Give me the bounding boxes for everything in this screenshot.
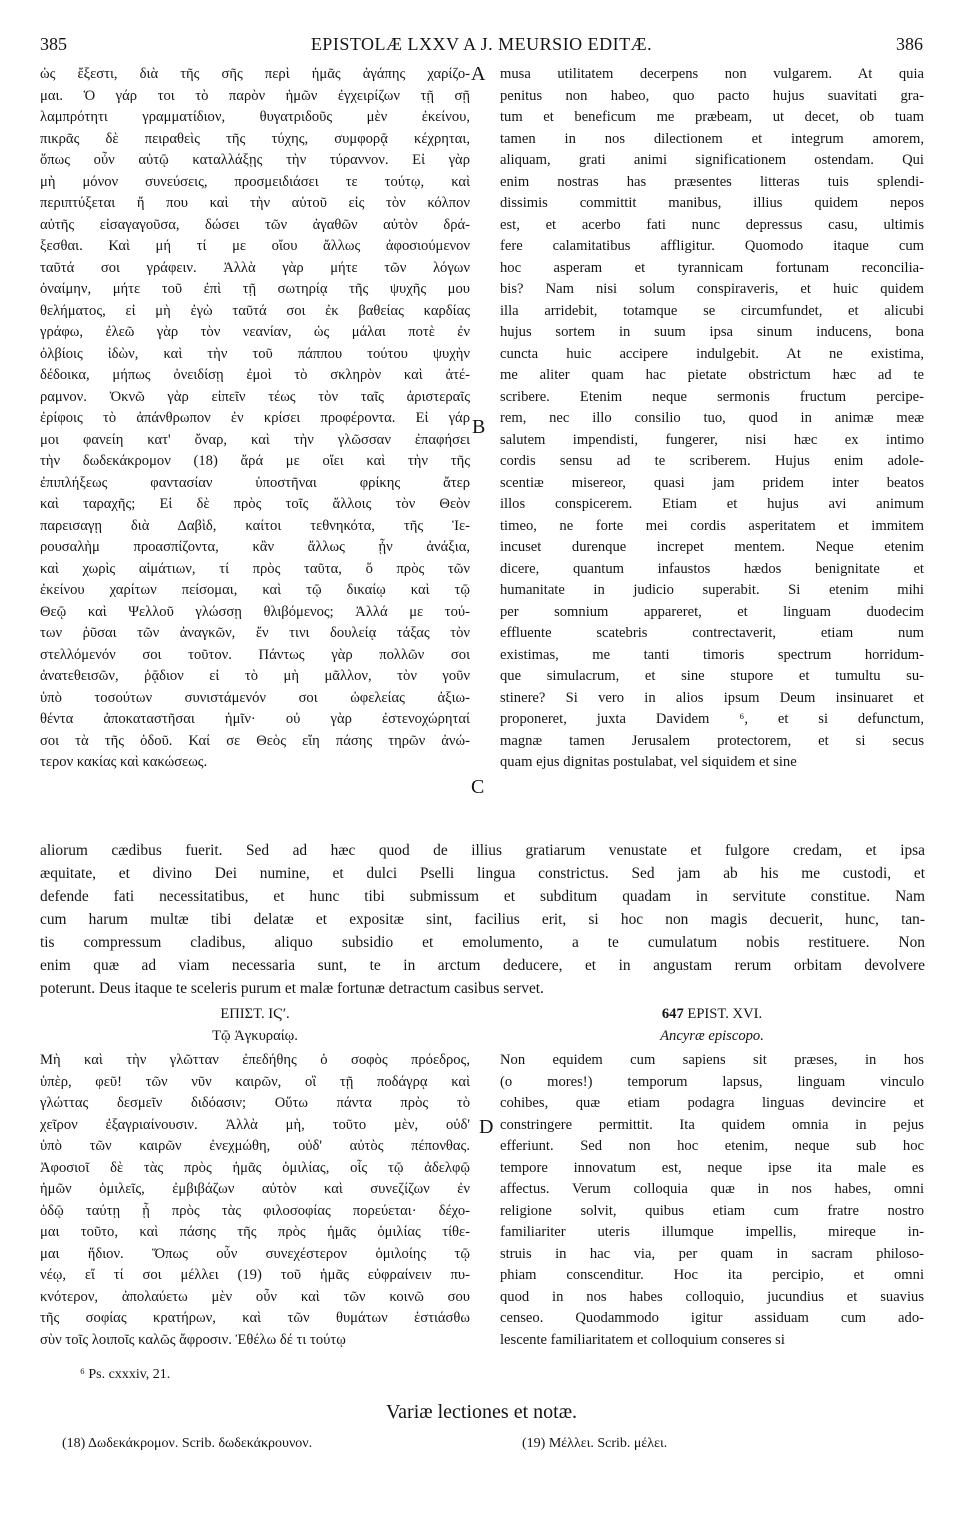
column-marker-b: B [472, 416, 486, 438]
latin-text-line: incuset durenque increpet mentem. Neque etenim [500, 539, 924, 555]
latin-text-line: lescente familiaritatem et colloquium conseres si [500, 1331, 785, 1348]
latin-text-line: quod in nos habes colloquio, jucundius et suavius [500, 1288, 924, 1305]
latin-text-line: timeo, ne forte mei cordis asperitatem et immitem [500, 517, 924, 534]
greek-text-line: μοι φανείη κατ' ὄναρ, καὶ τὴν γλῶσσαν ἐπαφήσει [40, 431, 470, 448]
greek-text-line: πικρᾶς δὲ πειραθεὶς τῆς τύχης, συμφορᾷ κέχρηται, [40, 130, 470, 147]
greek-text-line: καὶ ταραχῆς; Εἰ δὲ πρὸς τοῖς ἄλλοις τὸν Θεὸν [40, 496, 470, 512]
latin-text-line: hujus sortem in suum ipsa sinum inducens, bona [500, 324, 924, 340]
latin-text-line: me aliter quam hac pietate obstrictum hæc ad te [500, 367, 924, 383]
latin-text-line: defende fati necessitatibus, et hunc tibi submissum et subditum quadam in servitute constitue. Nam [40, 888, 925, 905]
greek-column-top [40, 64, 470, 774]
greek-text-line: νέῳ, εἴ τί σοι μέλλει (19) τοῦ ἡμᾶς εὐφραίνειν πυ- [40, 1267, 470, 1283]
latin-text-line: magnæ tamen Jerusalem protectorem, et si secus [500, 732, 924, 749]
column-marker-a: A [471, 63, 486, 85]
latin-text-line: proponeret, juxta Davidem ⁶, et si defunctum, [500, 711, 924, 727]
greek-text-line: λαμπρότητι γραμματίδιον, θυγατριδοῦς μὲν ἐκείνου, [40, 109, 470, 125]
variant-note-18: (18) Δωδεκάκρομον. Scrib. δωδεκάκρουνον. [62, 1436, 313, 1451]
latin-text-line: scribere. Etenim neque sermonis fructum percipe- [500, 388, 924, 405]
greek-text-line: κνότερον, ἀπολαύετω μὲν οὖν καὶ τῶν κοινῶ σου [40, 1288, 470, 1305]
greek-text-line: ταῦτά σοι γράφειν. Ἀλλὰ γὰρ μήτε τῶν λόγων [40, 259, 470, 276]
latin-text-line: humanitate in judicio superabit. Si etenim mihi [500, 582, 924, 598]
latin-text-line: quam ejus dignitas postulabat, vel siquidem et sine [500, 754, 797, 770]
greek-text-line: ξεσθαι. Καὶ μή τί με οἴου ἄλλως ἀφοσιούμενον [40, 238, 470, 254]
latin-text-line: scentiæ misereor, quasi jam pridem inter beatos [500, 474, 924, 491]
latin-text-line: stinere? Si vero in alios ipsum Deum insinuaret et [500, 689, 924, 706]
greek-text-line: ὁδῷ ταύτῃ ᾗ πρὸς τὰς φιλοσοφίας πορεύεται· δέχο- [40, 1202, 470, 1219]
greek-text-line: σοι τὰ τῆς ὁδοῦ. Καί σε Θεὸς εἴη πάσης τηρῶν ἀνώ- [40, 732, 470, 749]
full-width-paragraph [40, 839, 925, 1000]
greek-text-line: γλώττας δεσμεῖν διδόασιν; Οὕτω πάντα πρὸς τὸ [40, 1095, 470, 1111]
greek-text-line: παρεισαγῃ διὰ Δαβὶδ, καίτοι τεθνηκότα, τῆς Ἱε- [40, 517, 470, 534]
latin-column-top [500, 64, 924, 774]
greek-text-line: ραμνον. Ὀκνῶ γὰρ εἰπεῖν τέως τὸν ταῖς ἀριστεραῖς [40, 388, 470, 405]
greek-text-line: ἀνατεθεισῶν, ῥᾷδιον εἰ τὸ μὴ μᾶλλον, τὸν γοῦν [40, 668, 470, 684]
latin-text-line: tis compressum cladibus, aliquo subsidio et emolumento, a te cumulatum nobis restituere. Non [40, 934, 925, 951]
running-title: EPISTOLÆ LXXV A J. MEURSIO EDITÆ. [310, 34, 653, 54]
latin-epistle-heading-block [500, 1004, 924, 1047]
greek-text-line: ρουσαλὴμ προασπίζοντα, κἂν ἄλλως ᾖν ἀνάξια, [40, 539, 470, 555]
latin-text-line: cuncta huic accipere indulgebit. At ne existima, [500, 345, 924, 362]
latin-text-line: aliquam, grati animi significationem ostendam. Qui [500, 152, 924, 168]
page-number-right: 386 [896, 34, 923, 54]
latin-text-line: Non equidem cum sapiens sit præses, in hos [500, 1052, 924, 1068]
greek-text-line: ὀλβίοις ἰδὼν, καὶ τὴν τοῦ πάππου τούτου ψυχὴν [40, 345, 470, 362]
latin-text-line: enim quæ ad viam necessaria sunt, te in arctum deducere, et in angustam rerum orbitam devolvere [40, 957, 925, 974]
page-header [40, 34, 923, 58]
greek-text-line: μαι. Ὁ γάρ τοι τὸ παρὸν ἡμῶν ἐγχειρίζων τῇ σῇ [40, 87, 470, 104]
latin-text-line: bis? Nam nisi solum conspiraveris, et huic quidem [500, 281, 924, 297]
latin-text-line: poterunt. Deus itaque te sceleris purum et malæ fortunæ detractum casibus servet. [40, 980, 544, 997]
greek-text-line: μαι τοῦτο, καὶ πάσης τῆς πρὸς ἡμᾶς ὁμιλίας τίθε- [40, 1224, 470, 1240]
variae-lectiones-heading: Variæ lectiones et notæ. [385, 1401, 578, 1423]
greek-text-line: ὡς ἔξεστι, διὰ τῆς σῆς περὶ ἡμᾶς ἀγάπης χαρίζο- [40, 66, 470, 82]
latin-epistle-heading [500, 1004, 924, 1026]
greek-text-line: καὶ χωρὶς αἱμάτιων, τί πρὸς ταῦτα, ὅ πρὸς τῶν [40, 560, 470, 577]
greek-text-line: ἐκείνου χαρίτων πείσομαι, καὶ τῷ δικαίῳ καὶ τῷ [40, 582, 470, 598]
page-number-left: 385 [40, 34, 67, 54]
greek-text-line: Ἀφοσιοῖ δὲ τὰς πρὸς ἡμᾶς ὁμιλίας, οἷς τῷ ἀδελφῷ [40, 1159, 470, 1176]
column-marker-d: D [479, 1116, 494, 1138]
greek-epistle-body [40, 1050, 470, 1351]
column-marker-c: C [471, 776, 485, 798]
greek-text-line: θελήματος, εἰ μὴ ἐγὼ ταῦτά σοι ἐκ βαθείας καρδίας [40, 302, 470, 319]
latin-text-line: tamen in nos dilectionem et integrum amorem, [500, 130, 924, 147]
variant-note-19: (19) Μέλλει. Scrib. μέλει. [522, 1436, 668, 1451]
greek-epistle-heading-block [40, 1004, 470, 1047]
latin-text-line: est, et acerbo fati nunc depressus casu, ultimis [500, 216, 924, 233]
latin-epistle-body [500, 1050, 924, 1351]
greek-text-line: ὑπὲρ, φεῦ! τῶν νῦν καιρῶν, οἳ τῇ ποδάγρᾳ καὶ [40, 1073, 470, 1090]
latin-epistle-heading-text: EPIST. XVI. [687, 1006, 763, 1022]
latin-text-line: censeo. Quodammodo igitur assiduam cum ado- [500, 1310, 924, 1326]
latin-text-line: dissimis committit manibus, illius quidem nepos [500, 195, 924, 211]
latin-text-line: tempore innovatum est, neque ipse ita male es [500, 1159, 924, 1176]
latin-text-line: affectus. Verum colloquia quæ in nos habes, omni [500, 1181, 924, 1197]
latin-text-line: dicere, quantum infaustos hædos benignitate et [500, 560, 924, 577]
greek-text-line: στελλόμενόν σοι τοῦτον. Πάντως γὰρ πολλῶν σοι [40, 646, 470, 663]
latin-text-line: struis in hac via, per quam in sacram philoso- [500, 1245, 924, 1262]
greek-text-line: ἐπιπλήξεως φαντασίαν ὑποστῆναι φρίκης ἄτερ [40, 474, 470, 491]
greek-text-line: ὑπὸ τοσούτων συνιστάμενόν σοι ὠφελείας ἀξιω- [40, 689, 470, 706]
latin-text-line: salutem impendisti, fungerer, nisi hæc ex intimo [500, 431, 924, 448]
greek-text-line: Μὴ καὶ τὴν γλῶτταν ἐπεδήθης ὁ σοφὸς πρόεδρος, [40, 1052, 470, 1068]
greek-text-line: ἐρίφοις τὸ ἀπάνθρωπον ἐν κρίσει προφέροντα. Εἰ γάρ [40, 410, 470, 426]
latin-text-line: rem, nec illo consilio tuo, quod in animæ meæ [500, 410, 924, 426]
greek-text-line: θέντα ἀποκαταστῆσαι ἡμῖν· οὐ γὰρ ἐστενοχώρηταί [40, 711, 470, 727]
greek-text-line: δέδοικα, μήπως ὀνειδίσῃ ἐμοὶ τὸ σκληρὸν καὶ ἀτέ- [40, 367, 470, 383]
greek-text-line: τῆς σοφίας κρατήρων, καὶ τῶν θυμάτων ἑστιάσθω [40, 1310, 470, 1326]
greek-text-line: ὑπὸ τῶν καιρῶν ἐνεχμώθη, οὐδ' αὐτὸς πέπονθας. [40, 1138, 470, 1154]
epistle-number: 647 [661, 1006, 684, 1022]
latin-text-line: effluente scatebris contrectaverit, etiam num [500, 625, 924, 641]
latin-text-line: fere calamitatibus affligitur. Quomodo itaque cum [500, 238, 924, 254]
footnote: ⁶ Ps. cxxxiv, 21. [80, 1367, 171, 1382]
latin-text-line: (o mores!) temporum lapsus, linguam vinculo [500, 1073, 924, 1090]
latin-text-line: que simulacrum, et sine stupore et tumultu su- [500, 668, 924, 684]
greek-text-line: αὐτῆς εἰσαγαγοῦσα, δώσει τῶν ἀγαθῶν αὐτὸν δρά- [40, 216, 470, 233]
latin-text-line: efferiunt. Sed non hoc etenim, neque sub hoc [500, 1138, 924, 1154]
greek-text-line: γράφω, ἐλεῶ γὰρ τὸν νεανίαν, ὡς μάλαι ποτὲ ἐν [40, 324, 470, 340]
latin-text-line: illa arridebit, totamque se circumfundet, et alicubi [500, 302, 924, 319]
latin-text-line: penitus non habeo, quo pacto hujus suavitati gra- [500, 87, 924, 104]
latin-text-line: aliorum cædibus fuerit. Sed ad hæc quod de illius gratiarum venustate et fulgore credam, et ipsa [40, 842, 925, 859]
greek-text-line: μαι ἥδιον. Ὅπως οὖν συνεχέστερον ὁμιλοίης τῷ [40, 1245, 470, 1262]
latin-text-line: hoc asperam et tyrannicam fortunam reconcilia- [500, 259, 924, 276]
latin-text-line: illos conspicerem. Etiam et hujus avi animum [500, 496, 924, 512]
greek-text-line: Θεῷ καὶ Ψελλοῦ γλώσσῃ θλιβόμενος; Ἀλλά με τού- [40, 603, 470, 620]
latin-text-line: per somnium appareret, et linguam duodecim [500, 603, 924, 620]
latin-text-line: cohibes, quæ etiam podagra linguas devincire et [500, 1095, 924, 1111]
latin-text-line: existimas, me tanti timoris spectrum horridum- [500, 646, 924, 663]
latin-text-line: religione solvit, quibus etiam cum fratre nostro [500, 1202, 924, 1219]
greek-text-line: ὀναίμην, μήτε τοῦ ἐπὶ τῇ σωτηρίᾳ τῆς ψυχῆς μου [40, 281, 470, 297]
greek-epistle-addressee: Τῷ Ἀγκυραίῳ. [212, 1027, 298, 1044]
greek-text-line: ὅπως οὖν αὐτῷ καταλλάξῃς τὴν τύραννον. Εἰ γὰρ [40, 152, 470, 168]
latin-epistle-addressee: Ancyræ episcopo. [660, 1027, 764, 1044]
greek-text-line: ἡμῶν ὁμιλεῖς, ἐμβιβάζων αὐτὸν καὶ συνεζίζων ἐν [40, 1181, 470, 1197]
latin-text-line: phiam conscenditur. Hoc ita percipio, et omni [500, 1267, 924, 1283]
latin-text-line: cum harum multæ tibi delatæ et expositæ sint, facilius erit, si hoc non magis decuerit, hunc, tan- [40, 911, 925, 928]
greek-text-line: περιπτύξεται ἤ που καὶ τὴν αὑτοῦ εἰς τὸν κόλπον [40, 195, 470, 211]
latin-text-line: æquitate, et divino Dei numine, et dulci Pselli lingua constrictus. Sed jam ab his me custodi, et [40, 865, 925, 882]
greek-text-line: των ῥῦσαι τῶν ἀναγκῶν, ἔν τινι δουλείᾳ τάξας τὸν [40, 625, 470, 641]
greek-text-line: τερον κακίας καὶ κακώσεως. [40, 754, 208, 770]
greek-epistle-heading: ΕΠΙΣΤ. ΙϚʹ. [220, 1006, 290, 1022]
greek-text-line: σὺν τοῖς λοιποῖς καλῶς ἄφροσιν. Ἐθέλω δέ τι τούτῳ [40, 1331, 346, 1348]
latin-text-line: tum et beneficum me præbeam, ut decet, ob tuam [500, 109, 924, 125]
latin-text-line: familiariter uteris illumque impellis, mireque in- [500, 1224, 924, 1240]
greek-text-line: χεῖρον ἐξαγριαίνουσιν. Ἀλλὰ μὴ, τοῦτο μὲν, οὐδ' [40, 1116, 470, 1133]
greek-text-line: μὴ μόνον συνεύσεις, προσμειδιάσει τε τούτῳ, καὶ [40, 173, 470, 190]
latin-text-line: constringere permittit. Ita quidem omnia in pejus [500, 1116, 924, 1133]
latin-text-line: cordis sensu ad te scriberem. Hujus enim adole- [500, 453, 924, 469]
latin-text-line: enim nostras has præsentes litteras tuis splendi- [500, 173, 924, 190]
greek-text-line: τὴν δωδεκάκρομον (18) ἄρά με οἴει καὶ τὴν τῆς [40, 453, 470, 469]
latin-text-line: musa utilitatem decerpens non vulgarem. At quia [500, 66, 924, 82]
